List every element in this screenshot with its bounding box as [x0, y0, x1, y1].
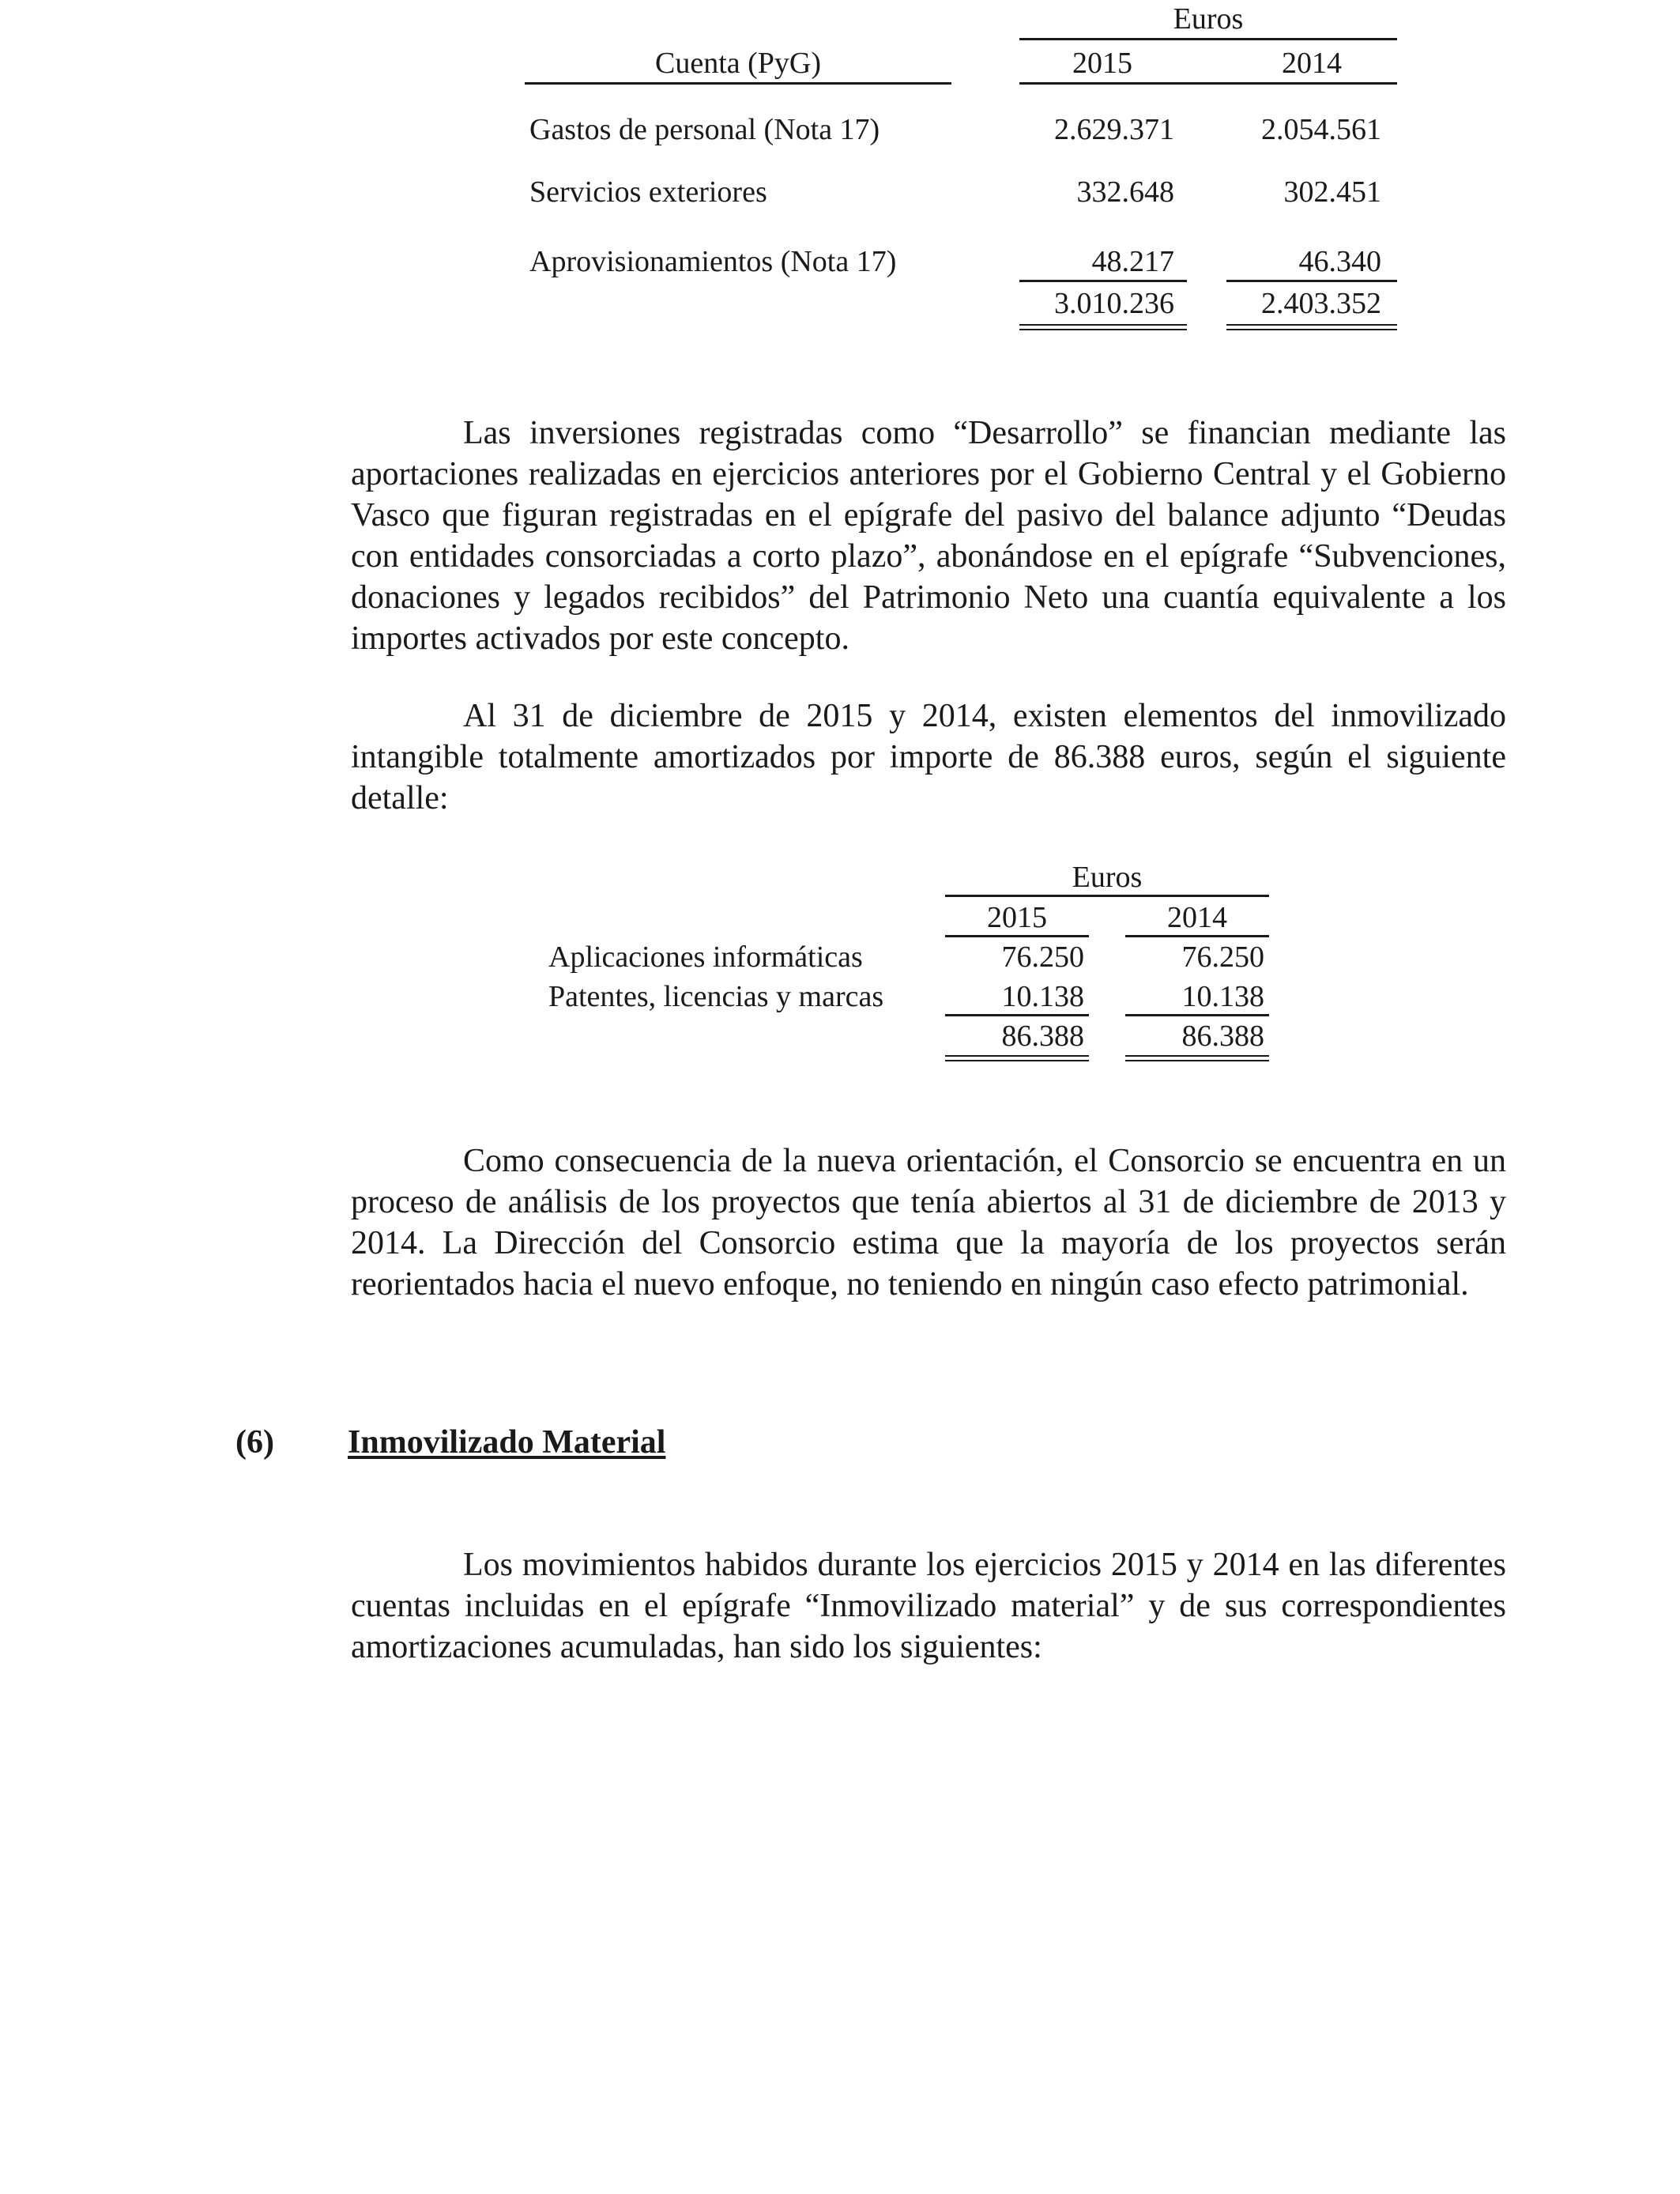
- row-value-2015: 2.629.371: [1054, 113, 1174, 146]
- paragraph-text: Como consecuencia de la nueva orientación, el Consorcio se encuentra en un proceso de análisis de los proyectos que tenía abiertos al 31 de diciembre de 2013 y 2014. La Dirección del Consorcio estima que la mayoría de los proyectos serán reorientados hacia el nuevo enfoque, no teniendo en ningún caso efecto patrimonial.: [351, 1143, 1506, 1302]
- row-label: Aplicaciones informáticas: [548, 941, 863, 974]
- total-double-rule: [1019, 324, 1187, 330]
- row-value-2015: 10.138: [1001, 980, 1084, 1013]
- paragraph-text: Los movimientos habidos durante los ejercicios 2015 y 2014 en las diferentes cuentas incluidas en el epígrafe “Inmovilizado material” y de sus correspondientes amortizaciones acumuladas, han sido los siguientes:: [351, 1547, 1506, 1665]
- paragraph-text: Las inversiones registradas como “Desarrollo” se financian mediante las aportaciones realizadas en ejercicios anteriores por el Gobierno Central y el Gobierno Vasco que figuran registradas en el epígrafe del pasivo del balance adjunto “Deudas con entidades consorciadas a corto plazo”, abonándose en el epígrafe “Subvenciones, donaciones y legados recibidos” del Patrimonio Neto una cuantía equivalente a los importes activados por este concepto.: [351, 415, 1506, 657]
- total-2015: 86.388: [1001, 1020, 1084, 1053]
- row-value-2014: 76.250: [1181, 941, 1264, 974]
- subtotal-rule: [945, 1014, 1089, 1016]
- subtotal-rule: [1019, 280, 1187, 282]
- year-header-2014: 2014: [1167, 901, 1227, 934]
- section-number: (6): [235, 1424, 274, 1461]
- year-header-2015: 2015: [987, 901, 1047, 934]
- paragraph-movimientos: [351, 1544, 1506, 1668]
- subtotal-rule: [1226, 280, 1397, 282]
- year-header-2015: 2015: [1072, 47, 1132, 80]
- header-rule: [525, 82, 951, 85]
- paragraph-desarrollo: [351, 413, 1506, 659]
- paragraph-amortizados: [351, 696, 1506, 819]
- row-label: Gastos de personal (Nota 17): [529, 113, 880, 146]
- total-double-rule: [1226, 324, 1397, 330]
- row-value-2015: 76.250: [1001, 941, 1084, 974]
- account-header: Cuenta (PyG): [654, 47, 822, 80]
- row-label: Servicios exteriores: [529, 175, 767, 209]
- row-label: Aprovisionamientos (Nota 17): [529, 245, 897, 278]
- total-2014: 2.403.352: [1261, 287, 1381, 320]
- paragraph-orientacion: [351, 1140, 1506, 1305]
- year-header-2014: 2014: [1282, 47, 1342, 80]
- total-double-rule: [945, 1055, 1089, 1061]
- total-double-rule: [1125, 1055, 1269, 1061]
- row-value-2014: 2.054.561: [1261, 113, 1381, 146]
- section-title: Inmovilizado Material: [348, 1424, 666, 1461]
- row-value-2014: 302.451: [1283, 175, 1381, 209]
- row-value-2014: 46.340: [1298, 245, 1381, 278]
- euros-rule: [1019, 38, 1397, 40]
- total-2015: 3.010.236: [1054, 287, 1174, 320]
- row-value-2015: 332.648: [1076, 175, 1174, 209]
- header-rule: [945, 935, 1089, 937]
- euros-header: Euros: [1072, 861, 1143, 894]
- total-2014: 86.388: [1181, 1020, 1264, 1053]
- euros-header: Euros: [1173, 2, 1244, 36]
- subtotal-rule: [1125, 1014, 1269, 1016]
- row-value-2014: 10.138: [1181, 980, 1264, 1013]
- row-value-2015: 48.217: [1091, 245, 1174, 278]
- header-rule: [1125, 935, 1269, 937]
- header-rule: [1019, 82, 1397, 85]
- row-label: Patentes, licencias y marcas: [548, 980, 884, 1013]
- paragraph-text: Al 31 de diciembre de 2015 y 2014, existen elementos del inmovilizado intangible totalmente amortizados por importe de 86.388 euros, según el siguiente detalle:: [351, 698, 1506, 816]
- euros-rule: [945, 895, 1269, 897]
